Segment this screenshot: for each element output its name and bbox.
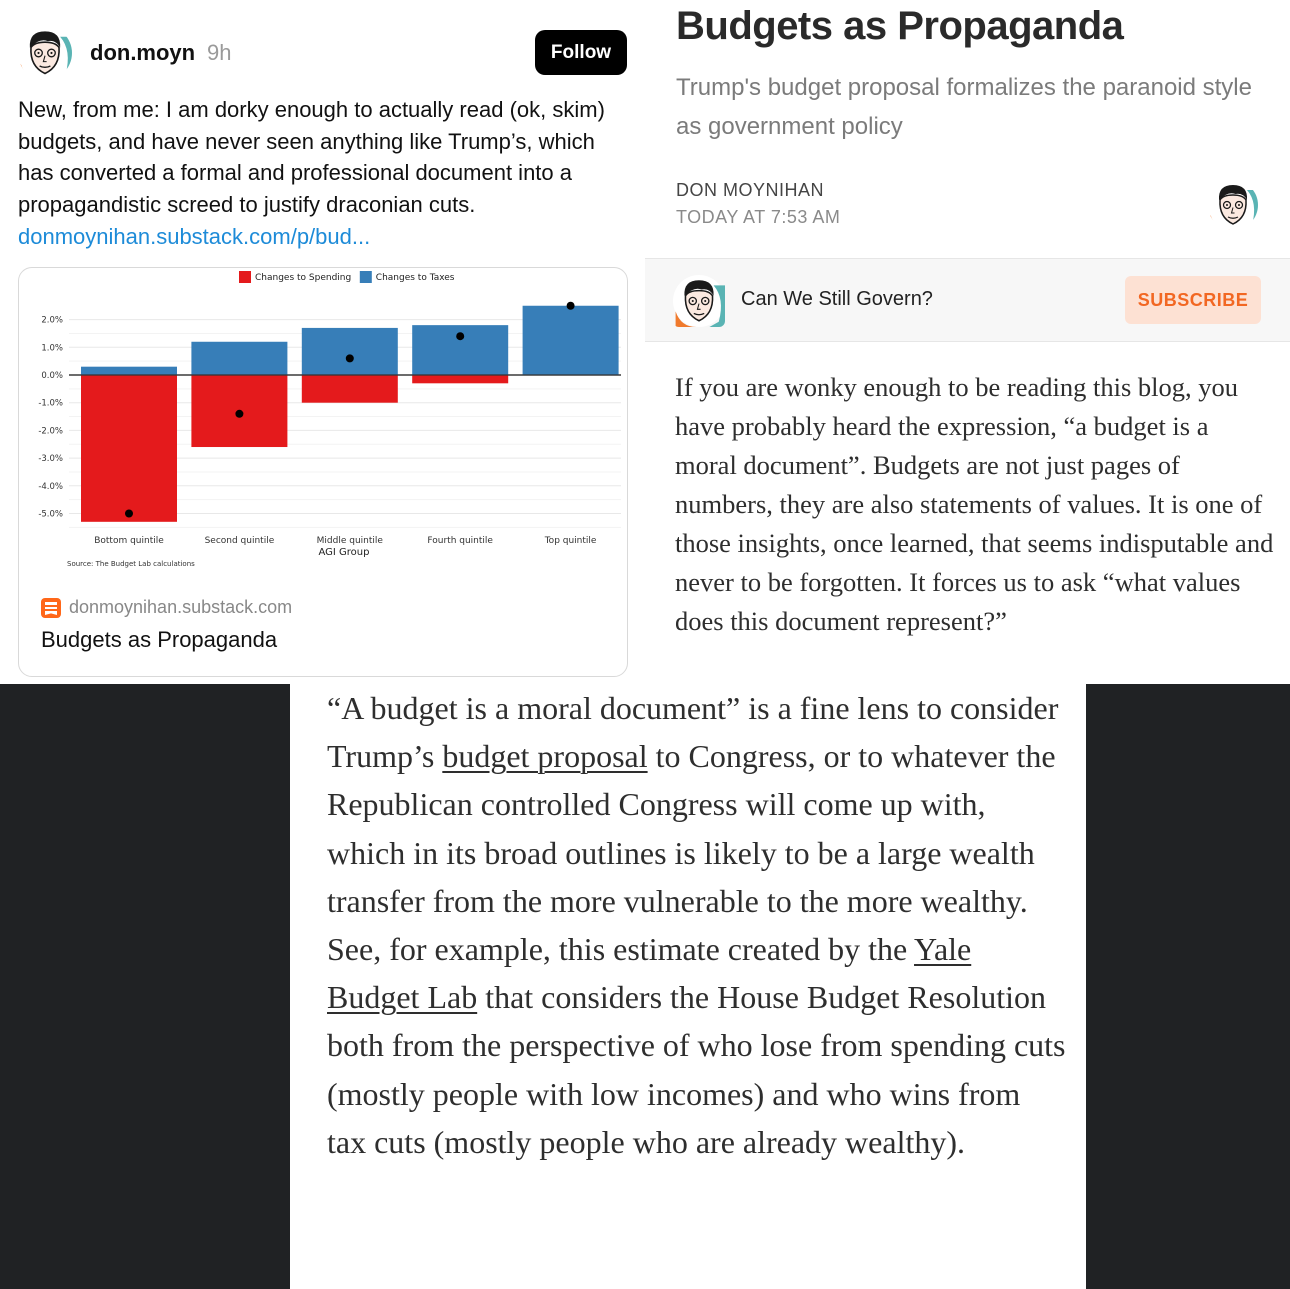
card-title: Budgets as Propaganda <box>41 627 278 652</box>
legend-swatch <box>239 271 251 283</box>
budget-proposal-link[interactable]: budget proposal <box>442 738 648 775</box>
article-paragraph: If you are wonky enough to be reading this blog, you have probably heard the expression, “a budget is a moral document”. Budgets are not just pages of numbers, they are also statements of values. It is one of those insights, once learned, that seems indisputable and never to be forgotten. It forces us to ask “what values does this document represent?” <box>675 372 1274 636</box>
article-title: Budgets as Propaganda <box>676 4 1124 48</box>
bar <box>81 367 177 375</box>
avatar-illustration <box>1208 180 1258 230</box>
reader-view <box>0 684 1290 1289</box>
bar <box>191 342 287 375</box>
publication-bar <box>645 258 1290 342</box>
subscribe-button[interactable]: SUBSCRIBE <box>1125 276 1261 324</box>
paragraph-text: that considers the House Budget Resolution both from the perspective of who lose from spending cuts (mostly people with low incomes) and who wins from tax cuts (mostly people who are already wealthy). <box>327 979 1066 1160</box>
bar <box>412 375 508 383</box>
x-tick-label: Top quintile <box>544 536 597 546</box>
x-tick-label: Bottom quintile <box>94 536 164 546</box>
avatar-illustration <box>18 26 72 80</box>
reader-page <box>290 684 1086 1289</box>
publication-logo-illustration <box>673 275 725 327</box>
post-text: New, from me: I am dorky enough to actually read (ok, skim) budgets, and have never seen anything like Trump’s, which has converted a formal and professional document into a propagandistic screed to justify draconian cuts. <box>18 97 605 217</box>
article-paragraph <box>327 684 1067 1166</box>
article-date: TODAY AT 7:53 AM <box>676 207 841 227</box>
publication-name[interactable]: Can We Still Govern? <box>741 288 933 310</box>
bar <box>523 306 619 375</box>
bar <box>81 375 177 522</box>
x-tick-label: Middle quintile <box>316 536 383 546</box>
net-dot <box>567 302 575 310</box>
article-subtitle: Trump's budget proposal formalizes the paranoid style as government policy <box>676 74 1252 140</box>
legend-swatch <box>360 271 372 283</box>
post-username[interactable]: don.moyn <box>90 40 196 65</box>
post-timestamp: 9h <box>207 40 232 65</box>
bar <box>302 375 398 403</box>
x-tick-label: Second quintile <box>204 536 275 546</box>
post-link[interactable]: donmoynihan.substack.com/p/bud... <box>18 224 371 249</box>
y-tick-label: -2.0% <box>38 426 63 437</box>
x-axis-label: AGI Group <box>318 547 370 558</box>
net-dot <box>125 510 133 518</box>
social-post <box>0 0 645 684</box>
substack-icon <box>41 598 61 618</box>
net-dot <box>456 332 464 340</box>
y-tick-label: -5.0% <box>38 509 63 520</box>
link-preview-card[interactable] <box>18 267 628 677</box>
follow-button[interactable]: Follow <box>535 30 627 75</box>
yale-budget-lab-link[interactable]: Yale Budget Lab <box>327 931 972 1016</box>
net-dot <box>346 354 354 362</box>
article-author[interactable]: DON MOYNIHAN <box>676 180 825 200</box>
author-avatar[interactable] <box>1208 180 1258 230</box>
avatar[interactable] <box>18 26 72 80</box>
y-tick-label: 1.0% <box>41 343 63 354</box>
chart-source: Source: The Budget Lab calculations <box>67 560 195 568</box>
publication-logo[interactable] <box>673 275 725 327</box>
bar <box>302 328 398 375</box>
y-tick-label: 0.0% <box>41 371 63 381</box>
article-view <box>645 0 1290 684</box>
net-dot <box>235 410 243 418</box>
x-tick-label: Fourth quintile <box>427 536 493 546</box>
y-tick-label: -4.0% <box>38 481 63 492</box>
y-tick-label: 2.0% <box>41 315 63 326</box>
y-tick-label: -1.0% <box>38 398 63 409</box>
chart <box>19 268 627 578</box>
legend-label: Changes to Spending <box>255 273 352 283</box>
card-domain: donmoynihan.substack.com <box>69 597 293 617</box>
paragraph-text: “A budget is a moral document” is a fine lens to consider Trump’s <box>327 690 1059 775</box>
legend-label: Changes to Taxes <box>375 273 455 283</box>
y-tick-label: -3.0% <box>38 454 63 465</box>
paragraph-text: to Congress, or to whatever the Republican controlled Congress will come up with, which in its broad outlines is likely to be a large wealth transfer from the more vulnerable to the more wealthy. See, for example, this estimate created by the <box>327 738 1056 968</box>
